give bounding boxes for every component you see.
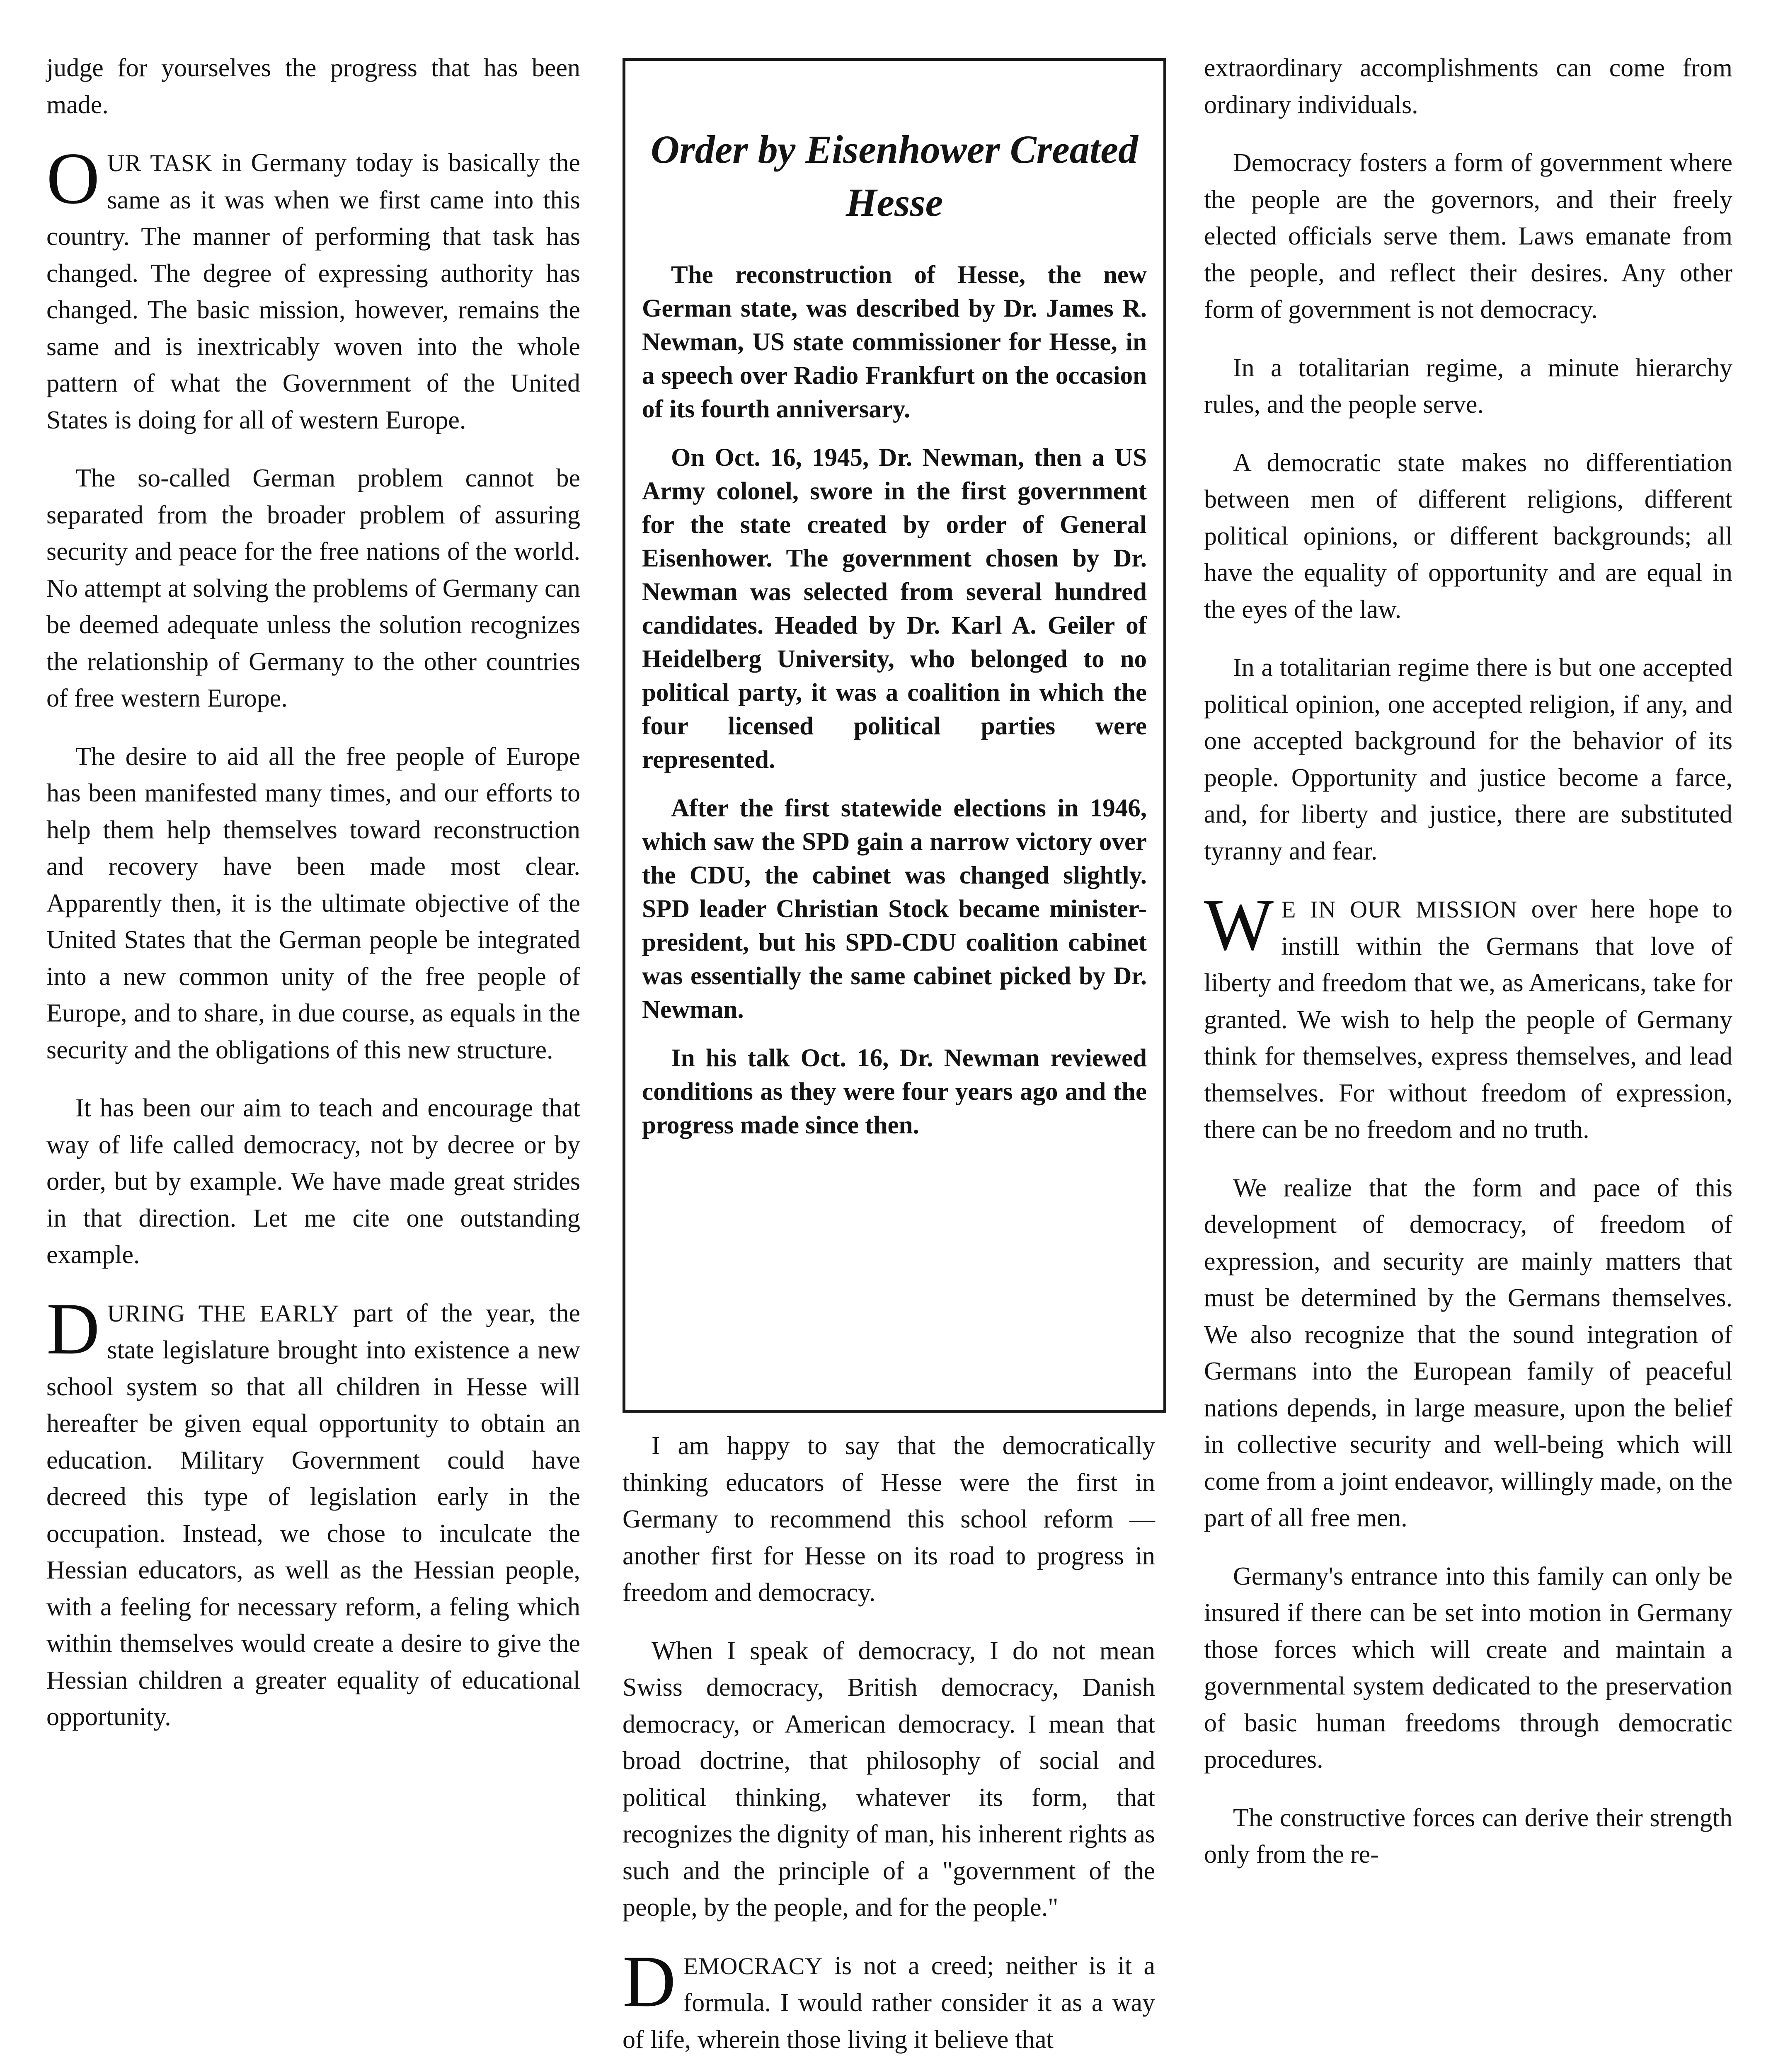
paragraph-text: over here hope to instill within the Germans that love of liberty and freedom that we, as Americans, take for granted. We wish to help the people of Germany think for themselves, express themselves, and lead themselves. For without freedom of expression, there can be no freedom and no truth. [1204, 895, 1733, 1144]
paragraph: The so-called German problem cannot be separated from the broader problem of assuring security and peace for the free nations of the world. No attempt at solving the problems of Germany can be deemed adequate unless the solution recognizes the relationship of Germany to the other countries of free western Europe. [46, 464, 580, 712]
paragraph: The constructive forces can derive their strength only from the re- [1204, 1803, 1732, 1869]
paragraph: We realize that the form and pace of this development of democracy, of freedom of expression, and security are mainly matters that must be determined by the Germans themselves. We also recognize that the sound integration of Germans into the European family of peaceful nations depends, in large measure, upon the belief in collective security and well-being which will come from a joint endeavor, willingly made, on the part of all free men. [1204, 1174, 1732, 1532]
right-column [1204, 50, 1732, 1895]
box-title: Order by Eisenhower Created Hesse [651, 127, 1138, 225]
paragraph-text: in Germany today is basically the same as it was when we first came into this country. The manner of performing that task has changed. The degree of expressing authority has changed. The basic mission, however, remains the same and is inextricably woven into the whole pattern of what the Government of the United States is doing for all of western Europe. [46, 149, 580, 434]
paragraph: extraordinary accomplishments can come from ordinary individuals. [1204, 54, 1732, 119]
paragraph: It has been our aim to teach and encourage that way of life called democracy, not by decree or by order, but by example. We have made great strides in that direction. Let me cite one outstanding example. [46, 1094, 580, 1269]
paragraph-text: is not a creed; neither is it a formula. I would rather consider it as a way of life, wherein those living it believe that [623, 1951, 1155, 2054]
paragraph: Democracy fosters a form of government where the people are the governors, and their freely elected officials serve them. Laws emanate from the people, and reflect their desires. Any other form of government is not democracy. [1204, 149, 1732, 324]
paragraph: I am happy to say that the democratically thinking educators of Hesse were the first in Germany to recommend this school reform — another first for Hesse on its road to progress in freedom and democracy. [623, 1432, 1155, 1607]
paragraph [46, 137, 580, 438]
box-paragraph: After the first statewide elections in 1946, which saw the SPD gain a narrow victory over the CDU, the cabinet was changed slightly. SPD leader Christian Stock became minister-president, but his SPD-CDU coalition cabinet was essentially the same cabinet picked by Dr. Newman. [642, 794, 1147, 1024]
box-paragraph: In his talk Oct. 16, Dr. Newman reviewed conditions as they were four years ago and the progress made since then. [642, 1044, 1147, 1139]
left-column [46, 50, 580, 1757]
paragraph: Germany's entrance into this family can only be insured if there can be set into motion in Germany those forces which will create and maintain a governmental system dedicated to the preservation of basic human freedoms through democratic procedures. [1204, 1562, 1732, 1774]
lead-in: UR TASK [107, 150, 213, 177]
paragraph: A democratic state makes no differentiation between men of different religions, different political opinions, or different backgrounds; all have the equality of opportunity and are equal in the eyes of the law. [1204, 448, 1732, 624]
paragraph [623, 1940, 1155, 2058]
paragraph: When I speak of democracy, I do not mean Swiss democracy, British democracy, Danish democracy, or American democracy. I mean that broad doctrine, that philosophy of social and political thinking, whatever its form, that recognizes the dignity of man, his inherent rights as such and the principle of a "government of the people, by the people, and for the people." [623, 1636, 1155, 1922]
drop-cap: D [623, 1940, 676, 2022]
lead-in: EMOCRACY [683, 1952, 823, 1980]
paragraph [1204, 884, 1733, 1148]
lead-in: URING THE EARLY [107, 1300, 340, 1327]
paragraph: The desire to aid all the free people of Europe has been manifested many times, and our efforts to help them help themselves toward reconstruction and recovery have been made most clear. Apparently then, it is the ultimate objective of the United States that the German people be integrated into a new common unity of the free people of Europe, and to share, in due course, as equals in the security and the obligations of this new structure. [46, 742, 580, 1064]
lead-in: E IN OUR MISSION [1281, 896, 1518, 923]
drop-cap: W [1204, 884, 1274, 966]
sidebar-box [623, 58, 1166, 1413]
paragraph: In a totalitarian regime, a minute hierarchy rules, and the people serve. [1204, 353, 1732, 419]
box-paragraph: The reconstruction of Hesse, the new German state, was described by Dr. James R. Newman, US state commissioner for Hesse, in a speech over Radio Frankfurt on the occasion of its fourth anniversary. [642, 261, 1147, 423]
middle-column [623, 1428, 1155, 2072]
paragraph: judge for yourselves the progress that has been made. [46, 54, 580, 119]
paragraph-text: part of the year, the state legislature brought into existence a new school system so that all children in Hesse will hereafter be given equal opportunity to obtain an education. Military Government could have decreed this type of legislation early in the occupation. Instead, we chose to inculcate the Hessian educators, as well as the Hessian people, with a feeling for necessary reform, a feling which within themselves would create a desire to give the Hessian children a greater equality of educational opportunity. [46, 1299, 580, 1731]
paragraph: In a totalitarian regime there is but one accepted political opinion, one accepted religion, if any, and one accepted background for the behavior of its people. Opportunity and justice become a farce, and, for liberty and justice, there are substituted tyranny and fear. [1204, 654, 1732, 865]
box-paragraph: On Oct. 16, 1945, Dr. Newman, then a US Army colonel, swore in the first government for the state created by order of General Eisenhower. The government chosen by Dr. Newman was selected from several hundred candidates. Headed by Dr. Karl A. Geiler of Heidelberg University, who belonged to no political party, it was a coalition in which the four licensed political parties were represented. [642, 444, 1147, 774]
paragraph [46, 1287, 580, 1736]
drop-cap: D [46, 1287, 100, 1370]
drop-cap: O [46, 137, 100, 219]
